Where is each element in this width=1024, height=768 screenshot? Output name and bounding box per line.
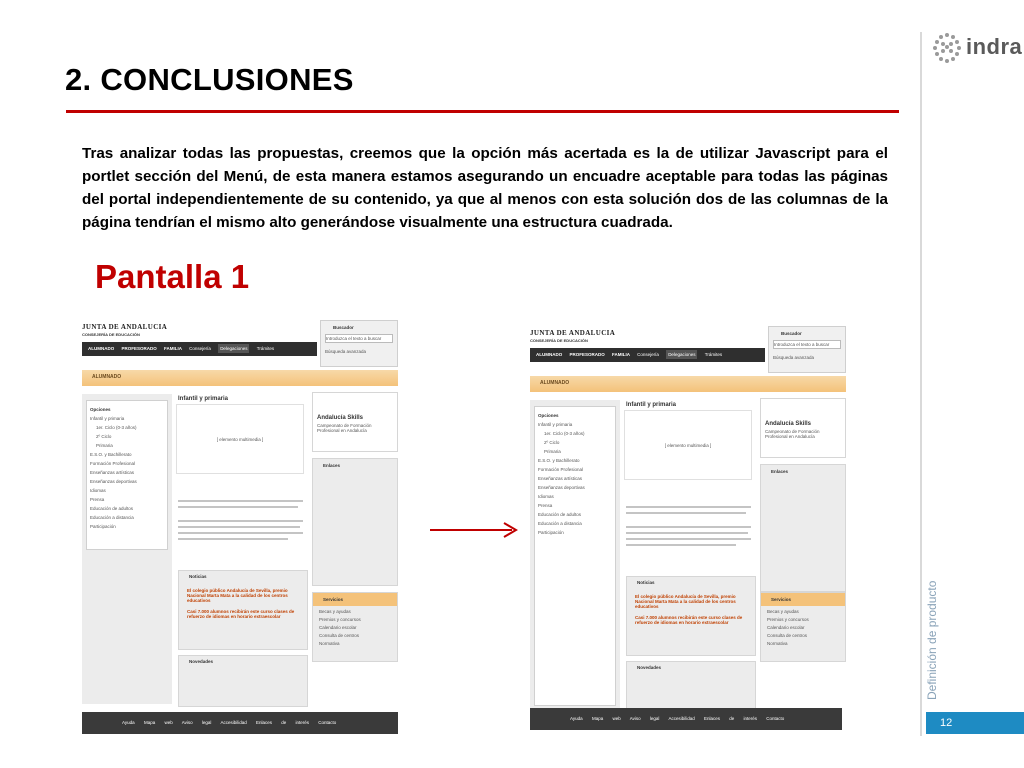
slide-title: 2. CONCLUSIONES <box>65 62 354 97</box>
portal-screenshot-right <box>530 326 850 741</box>
text-line <box>626 532 748 534</box>
menu-item[interactable]: Educación de adultos <box>90 506 134 511</box>
text-line <box>626 526 751 528</box>
search-input[interactable]: Introduzca el texto a buscar <box>325 334 393 343</box>
text-line <box>626 512 746 514</box>
services-title: Servicios <box>313 593 397 606</box>
menu-item[interactable]: Formación Profesional <box>538 467 584 472</box>
service-link[interactable]: Normativa <box>319 641 340 646</box>
footer-link[interactable]: Accesibilidad <box>668 716 695 721</box>
portal-footer <box>530 708 842 730</box>
advanced-search-link[interactable]: Búsqueda avanzada <box>325 349 367 354</box>
service-link[interactable]: Becas y ayudas <box>319 609 351 614</box>
section-band <box>82 370 398 386</box>
text-line <box>626 538 751 540</box>
nav-item[interactable]: PROFESORADO <box>569 352 605 357</box>
title-underline <box>66 110 899 113</box>
menu-item[interactable]: E.S.O. y Bachillerato <box>538 458 580 463</box>
novedades-box <box>178 655 308 707</box>
news-title: Noticias <box>189 574 207 579</box>
vertical-divider <box>920 32 922 736</box>
service-link[interactable]: Becas y ayudas <box>767 609 799 614</box>
text-line <box>178 506 298 508</box>
menu-item[interactable]: 2º Ciclo <box>96 434 112 439</box>
news-box <box>626 576 756 656</box>
portal-nav <box>530 348 765 362</box>
menu-item[interactable]: Primaria <box>96 443 113 448</box>
logo-dots-icon <box>930 30 964 64</box>
service-link[interactable]: Calendario escolar <box>767 625 805 630</box>
search-title: Buscador <box>781 331 802 336</box>
portal-footer <box>82 712 398 734</box>
news-box <box>178 570 308 650</box>
menu-item[interactable]: Infantil y primaria <box>538 422 573 427</box>
portal-header <box>530 326 765 368</box>
advanced-search-link[interactable]: Búsqueda avanzada <box>773 355 815 360</box>
multimedia-placeholder: [ elemento multimedia ] <box>176 404 304 474</box>
footer-link[interactable]: Ayuda <box>122 720 135 725</box>
section-title: ALUMNADO <box>540 380 570 386</box>
text-line <box>178 520 303 522</box>
nav-item[interactable]: ALUMNADO <box>88 346 115 351</box>
portal-header <box>82 320 317 362</box>
screen-subtitle: Pantalla 1 <box>95 258 250 295</box>
page-number-badge: 12 <box>926 712 1024 734</box>
text-line <box>178 532 303 534</box>
skills-box <box>760 398 846 458</box>
nav-item[interactable]: Trámites <box>256 346 275 351</box>
body-paragraph: Tras analizar todas las propuestas, creemos que la opción más acertada es la de utilizar Javascript para el portlet sección del Menú, de esta manera estamos asegurando un encuadre aceptable para todas las páginas del portal independientemente de su contenido, ya que al menos con esta solución dos de las columnas de la página tendrían el mismo alto generándose visualmente una estructura cuadrada. <box>82 145 888 231</box>
menu-item[interactable]: Participación <box>538 530 564 535</box>
menu-item[interactable]: Enseñanzas deportivas <box>538 485 585 490</box>
services-title: Servicios <box>761 593 845 606</box>
menu-item[interactable]: Prensa <box>90 497 105 502</box>
nav-item[interactable]: Trámites <box>704 352 723 357</box>
novedades-box <box>626 661 756 713</box>
text-line <box>178 500 303 502</box>
skills-box <box>312 392 398 452</box>
portal-brand-sub: CONSEJERÍA DE EDUCACIÓN <box>530 338 588 343</box>
portal-brand: JUNTA DE ANDALUCIA <box>82 323 168 331</box>
nav-item[interactable]: Delegaciones <box>220 346 248 351</box>
footer-link[interactable]: Enlaces de interés <box>255 720 309 725</box>
nav-item[interactable]: FAMILIA <box>612 352 630 357</box>
portal-screenshot-left <box>82 320 402 735</box>
news-item[interactable]: El colegio público Andalucía de Sevilla, premio Nacional Marta Mata a la calidad de los centros educativos <box>635 594 736 609</box>
footer-link[interactable]: Mapa web <box>143 720 173 725</box>
menu-item[interactable]: Enseñanzas artísticas <box>90 470 135 475</box>
menu-item[interactable]: Infantil y primaria <box>90 416 125 421</box>
news-item[interactable]: El colegio público Andalucía de Sevilla, premio Nacional Marta Mata a la calidad de los centros educativos <box>187 588 288 603</box>
footer-link[interactable]: Contacto <box>318 720 337 725</box>
links-box <box>760 464 846 592</box>
footer-link[interactable]: Aviso legal <box>181 720 212 725</box>
text-line <box>178 526 300 528</box>
nav-item[interactable]: Consejería <box>637 352 659 357</box>
service-link[interactable]: Consulta de centros <box>319 633 360 638</box>
novedades-title: Novedades <box>637 665 662 670</box>
search-box <box>320 320 398 367</box>
service-link[interactable]: Premios y concursos <box>319 617 361 622</box>
text-line <box>178 538 288 540</box>
menu-item[interactable]: Prensa <box>538 503 553 508</box>
menu-item[interactable]: Primaria <box>544 449 561 454</box>
services-box <box>312 592 398 662</box>
search-box <box>768 326 846 373</box>
menu-item[interactable]: Educación a distancia <box>538 521 582 526</box>
options-title: Opciones <box>538 413 559 418</box>
footer-link[interactable]: Ayuda <box>570 716 583 721</box>
service-link[interactable]: Consulta de centros <box>767 633 808 638</box>
menu-item[interactable]: Idiomas <box>90 488 106 493</box>
footer-link[interactable]: Contacto <box>766 716 785 721</box>
menu-item[interactable]: E.S.O. y Bachillerato <box>90 452 132 457</box>
options-title: Opciones <box>90 407 111 412</box>
news-item[interactable]: Casi 7.000 alumnos recibirán este curso clases de refuerzo de idiomas en horario extraescolar <box>187 609 295 619</box>
services-box <box>760 592 846 662</box>
menu-item[interactable]: 1er. Ciclo (0-3 años) <box>96 425 137 430</box>
news-item[interactable]: Casi 7.000 alumnos recibirán este curso clases de refuerzo de idiomas en horario extraescolar <box>635 615 743 625</box>
skills-title: Andalucía Skills <box>765 421 812 427</box>
links-title: Enlaces <box>323 463 341 468</box>
service-link[interactable]: Normativa <box>767 641 788 646</box>
footer-link[interactable]: Mapa web <box>591 716 621 721</box>
section-band <box>530 376 846 392</box>
search-input[interactable]: Introduzca el texto a buscar <box>773 340 841 349</box>
portal-brand: JUNTA DE ANDALUCIA <box>530 329 616 337</box>
menu-item[interactable]: Participación <box>90 524 116 529</box>
section-title: ALUMNADO <box>92 374 122 380</box>
text-line <box>626 544 736 546</box>
links-title: Enlaces <box>771 469 789 474</box>
footer-link[interactable]: Aviso legal <box>629 716 660 721</box>
search-title: Buscador <box>333 325 354 330</box>
service-link[interactable]: Premios y concursos <box>767 617 809 622</box>
logo-text: indra <box>966 34 1023 59</box>
service-link[interactable]: Calendario escolar <box>319 625 357 630</box>
page-heading: Infantil y primaria <box>626 402 677 408</box>
options-menu <box>534 406 616 706</box>
menu-item[interactable]: Enseñanzas artísticas <box>538 476 583 481</box>
skills-sub: Campeonato de Formación Profesional en Andalucía <box>765 429 820 439</box>
skills-sub: Campeonato de Formación Profesional en Andalucía <box>317 423 372 433</box>
nav-item[interactable]: Consejería <box>189 346 211 351</box>
nav-item[interactable]: PROFESORADO <box>121 346 157 351</box>
options-menu <box>86 400 168 550</box>
footer-link[interactable]: Enlaces de interés <box>703 716 757 721</box>
portal-brand-sub: CONSEJERÍA DE EDUCACIÓN <box>82 332 140 337</box>
menu-item[interactable]: Enseñanzas deportivas <box>90 479 137 484</box>
menu-item[interactable]: Idiomas <box>538 494 554 499</box>
novedades-title: Novedades <box>189 659 214 664</box>
menu-item[interactable]: Educación a distancia <box>90 515 134 520</box>
skills-title: Andalucía Skills <box>317 415 364 421</box>
links-box <box>312 458 398 586</box>
menu-item[interactable]: 1er. Ciclo (0-3 años) <box>544 431 585 436</box>
page-heading: Infantil y primaria <box>178 396 229 402</box>
multimedia-placeholder: [ elemento multimedia ] <box>624 410 752 480</box>
text-line <box>626 506 751 508</box>
news-title: Noticias <box>637 580 655 585</box>
nav-item[interactable]: Delegaciones <box>668 352 696 357</box>
menu-item[interactable]: Formación Profesional <box>90 461 136 466</box>
menu-item[interactable]: 2º Ciclo <box>544 440 560 445</box>
side-caption: Definición de producto <box>925 580 939 700</box>
portal-nav <box>82 342 317 356</box>
nav-item[interactable]: FAMILIA <box>164 346 182 351</box>
footer-link[interactable]: Accesibilidad <box>220 720 247 725</box>
right-arrow-icon <box>430 520 520 540</box>
menu-item[interactable]: Educación de adultos <box>538 512 582 517</box>
nav-item[interactable]: ALUMNADO <box>536 352 563 357</box>
